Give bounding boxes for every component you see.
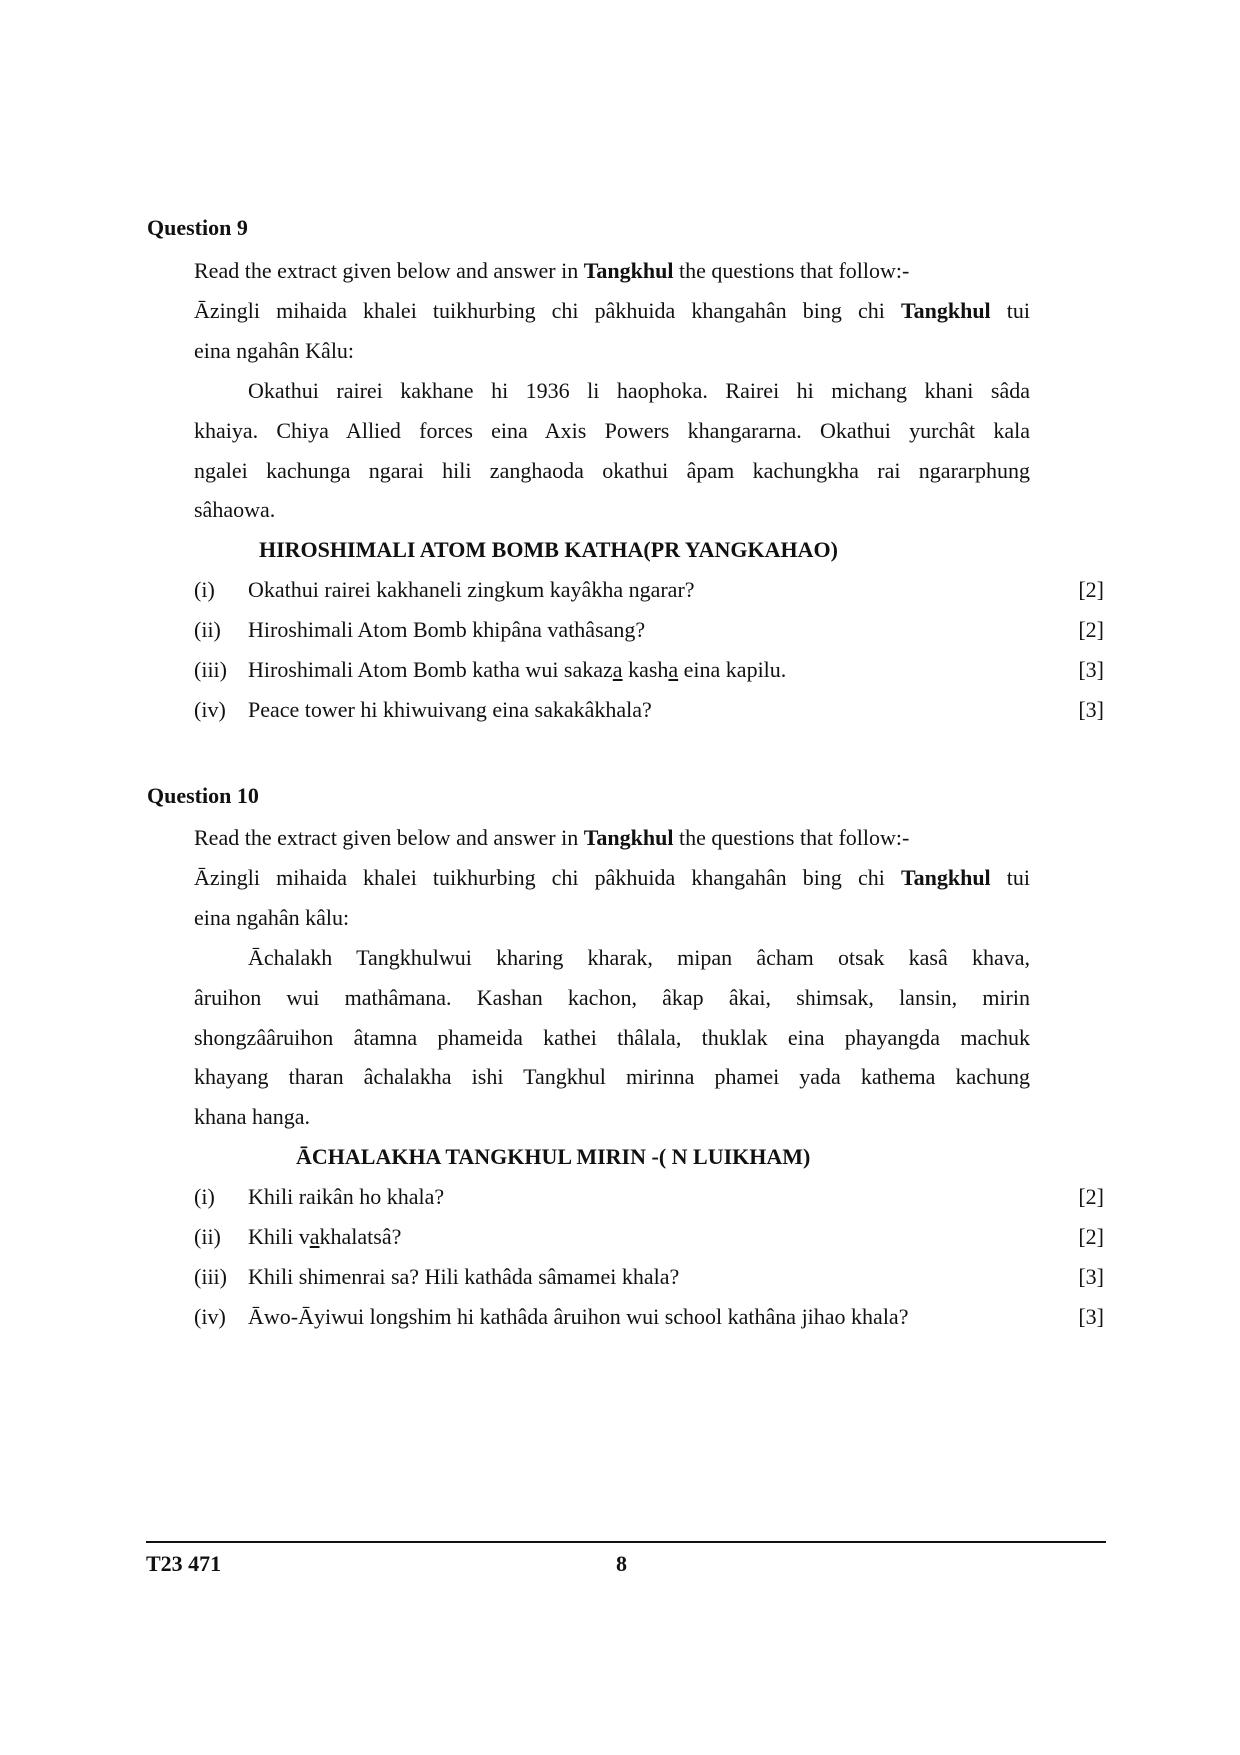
language-name: Tangkhul <box>900 298 991 323</box>
question-9-subquestion-i <box>194 577 1104 605</box>
question-9-passage-line: khaiya. Chiya Allied forces eina Axis Powers khangararna. Okathui yurchât kala <box>194 418 1030 443</box>
subquestion-marks: [3] <box>1078 697 1104 722</box>
question-10-passage-line: khayang tharan âchalakha ishi Tangkhul mirinna phamei yada kathema kachung <box>194 1064 1030 1089</box>
subquestion-number: (ii) <box>194 617 221 642</box>
subquestion-marks: [2] <box>1078 1184 1104 1209</box>
question-10-subquestion-iv <box>194 1304 1104 1332</box>
subquestion-number: (iii) <box>194 1264 227 1289</box>
subquestion-text: Hiroshimali Atom Bomb katha wui sakaza kasha eina kapilu. <box>248 657 787 682</box>
question-10-passage-line: âruihon wui mathâmana. Kashan kachon, âkap âkai, shimsak, lansin, mirin <box>194 985 1030 1010</box>
subquestion-text: Khili vakhalatsâ? <box>248 1224 402 1249</box>
subquestion-marks: [2] <box>1078 577 1104 602</box>
subquestion-number: (i) <box>194 577 215 602</box>
question-9-subquestion-iv <box>194 697 1104 725</box>
question-9-instruction: Read the extract given below and answer in Tangkhul the questions that follow:- <box>194 258 910 283</box>
question-10-passage-title: ĀCHALAKHA TANGKHUL MIRIN -( N LUIKHAM) <box>296 1144 811 1169</box>
question-10-subquestion-ii <box>194 1224 1104 1252</box>
question-9-tangkhul-instruction: Āzingli mihaida khalei tuikhurbing chi pâkhuida khangahân bing chi Tangkhul tui <box>194 298 1030 323</box>
subquestion-text: Khili shimenrai sa? Hili kathâda sâmamei khala? <box>248 1264 680 1289</box>
paper-code: T23 471 <box>146 1551 222 1576</box>
subquestion-marks: [3] <box>1078 1264 1104 1289</box>
subquestion-marks: [3] <box>1078 1304 1104 1329</box>
question-10-instruction: Read the extract given below and answer in Tangkhul the questions that follow:- <box>194 825 910 850</box>
subquestion-number: (iv) <box>194 1304 226 1329</box>
subquestion-text: Āwo-Āyiwui longshim hi kathâda âruihon wui school kathâna jihao khala? <box>248 1304 909 1329</box>
subquestion-marks: [3] <box>1078 657 1104 682</box>
page-number: 8 <box>616 1551 627 1576</box>
subquestion-number: (iv) <box>194 697 226 722</box>
language-name: Tangkhul <box>583 825 674 850</box>
question-10-passage-line: Āchalakh Tangkhulwui kharing kharak, mipan âcham otsak kasâ khava, <box>248 945 1030 970</box>
question-10-heading: Question 10 <box>147 783 259 808</box>
question-9-heading: Question 9 <box>147 215 248 240</box>
question-10-tangkhul-instruction: Āzingli mihaida khalei tuikhurbing chi pâkhuida khangahân bing chi Tangkhul tui <box>194 865 1030 890</box>
question-10-tangkhul-instruction-line2: eina ngahân kâlu: <box>194 905 350 930</box>
question-9-passage-title: HIROSHIMALI ATOM BOMB KATHA(PR YANGKAHAO) <box>259 537 838 562</box>
language-name: Tangkhul <box>900 865 991 890</box>
question-9-subquestion-iii <box>194 657 1104 685</box>
question-9-tangkhul-instruction-line2: eina ngahân Kâlu: <box>194 338 355 363</box>
subquestion-text: Peace tower hi khiwuivang eina sakakâkhala? <box>248 697 652 722</box>
subquestion-text: Hiroshimali Atom Bomb khipâna vathâsang? <box>248 617 646 642</box>
subquestion-number: (i) <box>194 1184 215 1209</box>
subquestion-number: (ii) <box>194 1224 221 1249</box>
question-10-subquestion-i <box>194 1184 1104 1212</box>
subquestion-marks: [2] <box>1078 1224 1104 1249</box>
question-9-subquestion-ii <box>194 617 1104 645</box>
subquestion-text: Khili raikân ho khala? <box>248 1184 445 1209</box>
question-10-passage-line: shongzââruihon âtamna phameida kathei thâlala, thuklak eina phayangda machuk <box>194 1025 1030 1050</box>
question-9-passage-line: sâhaowa. <box>194 497 276 522</box>
language-name: Tangkhul <box>583 258 674 283</box>
question-9-passage-line: Okathui rairei kakhane hi 1936 li haophoka. Rairei hi michang khani sâda <box>248 378 1030 403</box>
subquestion-number: (iii) <box>194 657 227 682</box>
subquestion-text: Okathui rairei kakhaneli zingkum kayâkha ngarar? <box>248 577 695 602</box>
question-10-passage-line: khana hanga. <box>194 1104 311 1129</box>
subquestion-marks: [2] <box>1078 617 1104 642</box>
footer-divider <box>146 1541 1106 1543</box>
question-9-passage-line: ngalei kachunga ngarai hili zanghaoda okathui âpam kachungkha rai ngararphung <box>194 458 1030 483</box>
question-10-subquestion-iii <box>194 1264 1104 1292</box>
